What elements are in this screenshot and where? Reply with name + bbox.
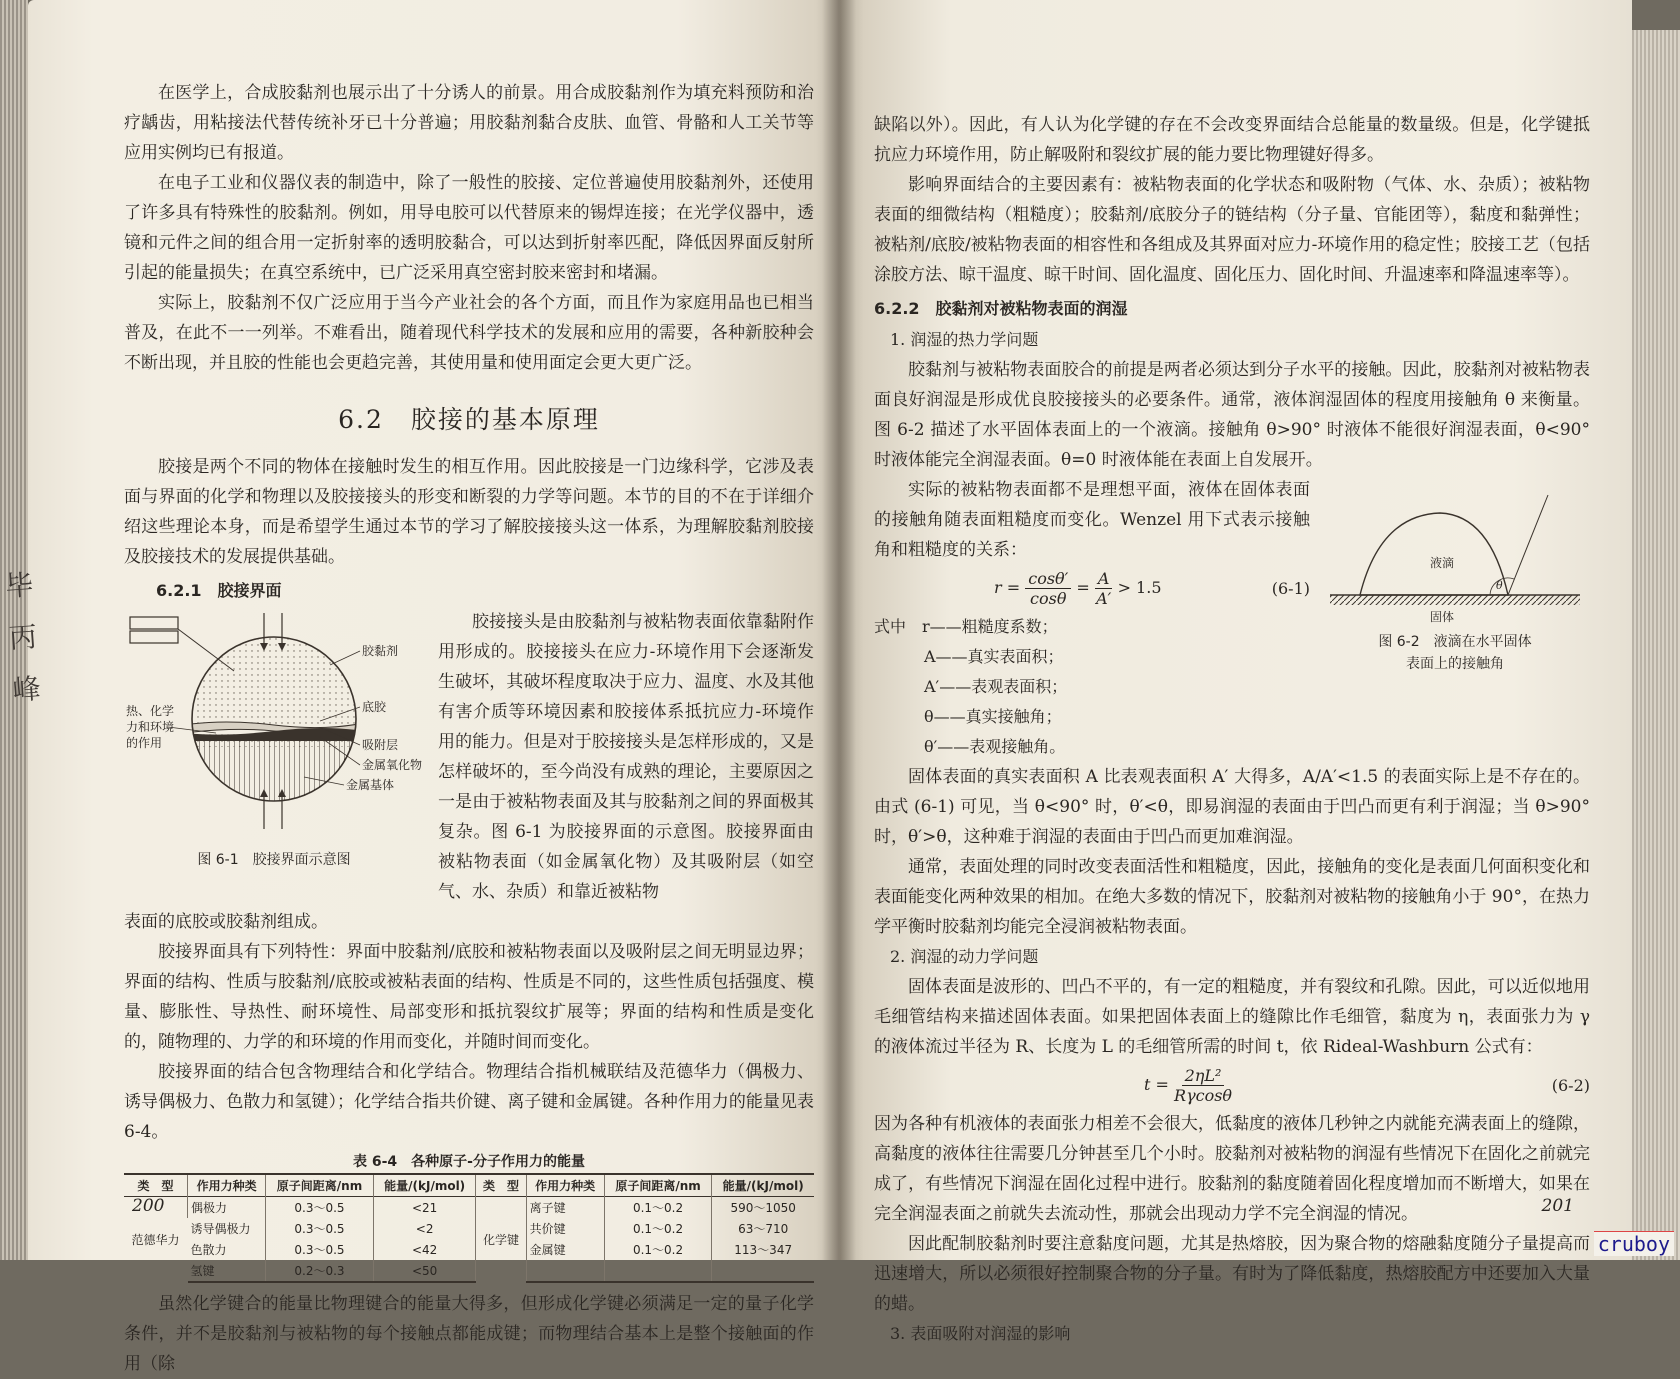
label-liquid: 液滴: [1430, 556, 1455, 570]
label-metal-substrate: 金属基体: [346, 778, 395, 792]
right-page-content: [874, 110, 1590, 1349]
denominator: A′: [1096, 589, 1112, 608]
formula-6-1: [874, 569, 1310, 608]
numerator: cosθ′: [1025, 569, 1071, 589]
table-cell: 色散力: [190, 1243, 227, 1257]
definition: θ′——表观接触角。: [924, 737, 1066, 756]
table-header: 原子间距离/nm: [266, 1174, 374, 1197]
equals-sign: =: [1076, 578, 1090, 597]
left-page: [28, 0, 840, 1374]
table-row: [124, 1218, 814, 1239]
table-cell: [526, 1260, 604, 1282]
denominator: Rγcosθ: [1174, 1086, 1233, 1105]
paragraph: 虽然化学键合的能量比物理键合的能量大得多，但形成化学键必须满足一定的量子化学条件，并不是胶黏剂与被粘物的每个接触点都能成键；而物理结合基本上是整个接触面的作用（除: [124, 1294, 814, 1374]
table-cell: 共价键: [526, 1218, 604, 1239]
table-cell: 金属键: [526, 1239, 604, 1260]
paragraph: 因为各种有机液体的表面张力相差不会很大，低黏度的液体几秒钟之内就能充满表面上的缝隙，高黏度的液体往往需要几分钟甚至几个小时。胶黏剂对被粘物的润湿有些情况下在固化之前就完成了，有些情况下润湿在固化过程中进行。胶黏剂的黏度随着固化程度增加而不断增大，如果在完全润湿表面之前就失去流动性，那就会出现动力学不完全润湿的情况。: [874, 1114, 1590, 1224]
paragraph: 胶接是两个不同的物体在接触时发生的相互作用。因此胶接是一门边缘科学，它涉及表面与界面的化学和物理以及胶接接头的形变和断裂的力学等问题。本节的目的不在于详细介绍这些理论本身，而是希望学生通过本节的学习了解胶接接头这一体系，为理解胶黏剂胶接及胶接技术的发展提供基础。: [124, 457, 814, 567]
table-cell: <21: [373, 1197, 476, 1219]
figure-6-2: [1320, 475, 1590, 762]
right-page: [840, 0, 1632, 1343]
table-row: [124, 1260, 814, 1282]
definition: θ——真实接触角；: [924, 707, 1062, 726]
fraction: [1174, 1066, 1232, 1105]
label-theta: θ: [1496, 579, 1503, 592]
formula-number: (6-2): [1551, 1076, 1590, 1095]
handwritten-char: 峰: [11, 671, 42, 707]
table-cell: 63～710: [712, 1218, 814, 1239]
table-header: 原子间距离/nm: [604, 1174, 712, 1197]
denominator: cosθ: [1030, 589, 1067, 608]
symbol-definitions: [874, 612, 1310, 762]
table-cell-group: 范德华力: [131, 1233, 180, 1247]
right-page-edges: [1632, 30, 1680, 1260]
table-header: 类 型: [476, 1174, 526, 1197]
interface-diagram: [124, 607, 424, 847]
formula-6-2: [874, 1066, 1590, 1105]
table-cell: 590～1050: [712, 1197, 814, 1219]
paragraph: 缺陷以外）。因此，有人认为化学键的存在不会改变界面结合总能量的数量级。但是，化学键抵抗应力环境作用，防止解吸附和裂纹扩展的能力要比物理键好得多。: [874, 115, 1590, 165]
table-cell: 113～347: [712, 1239, 814, 1260]
subsection-title: 6.2.2 胶黏剂对被粘物表面的润湿: [874, 299, 1128, 318]
paragraph: 在医学上，合成胶黏剂也展示出了十分诱人的前景。用合成胶黏剂作为填充料预防和治疗龋齿，用粘接法代替传统补牙已十分普遍；用胶黏剂黏合皮肤、血管、骨骼和人工关节等应用实例均已有报道。: [124, 83, 814, 163]
numerator: A: [1095, 569, 1113, 589]
label-metal-oxide: 金属氧化物: [362, 758, 423, 772]
table-row: [124, 1239, 814, 1260]
formula-tail: > 1.5: [1117, 578, 1162, 597]
figure-caption: 表面上的接触角: [1406, 656, 1504, 672]
table-cell: 0.1～0.2: [604, 1218, 712, 1239]
paragraph: 胶黏剂与被粘物表面胶合的前提是两者必须达到分子水平的接触。因此，胶黏剂对被粘物表面良好润湿是形成优良胶接接头的必要条件。通常，液体润湿固体的程度用接触角 θ 来衡量。图 6-2 描述了水平固体表面上的一个液滴。接触角 θ>90° 时液体不能很好润湿表面，θ<90° 时液体能完全润湿表面。θ=0 时液体能在表面上自发展开。: [874, 360, 1590, 470]
figure-side-text: [438, 607, 814, 907]
table-cell: 偶极力: [188, 1197, 266, 1219]
paragraph: 胶接接头是由胶黏剂与被粘物表面依靠黏附作用形成的。胶接接头在应力-环境作用下会逐渐发生破坏，其破坏程度取决于应力、温度、水及其他有害介质等环境因素和胶接体系抵抗应力-环境作用的能力。但是对于胶接接头是怎样形成的，又是怎样破坏的，至今尚没有成熟的理论，主要原因之一是由于被粘物表面及其与胶黏剂之间的界面极其复杂。图 6-1 为胶接界面的示意图。胶接界面由被粘物表面（如金属氧化物）及其吸附层（如空气、水、杂质）和靠近被粘物: [438, 612, 814, 902]
table-cell: 诱导偶极力: [190, 1222, 251, 1236]
label-env-line3: 的作用: [126, 736, 163, 750]
table-cell: 0.1～0.2: [604, 1197, 712, 1219]
item-title: 3. 表面吸附对润湿的影响: [890, 1324, 1071, 1343]
table-cell: 0.2～0.3: [266, 1260, 374, 1282]
table-cell: 0.3～0.5: [266, 1197, 374, 1219]
table-cell: [712, 1260, 814, 1282]
table-header-row: [124, 1174, 814, 1197]
page-number: 201: [1541, 1196, 1574, 1216]
item-title: 1. 润湿的热力学问题: [890, 330, 1039, 349]
energy-table: [124, 1173, 814, 1283]
paragraph: 表面的底胶或胶黏剂组成。: [124, 912, 328, 932]
label-env-line2: 力和环境: [126, 720, 175, 734]
table-cell: 氢键: [188, 1260, 266, 1282]
watermark: cruboy: [1594, 1231, 1674, 1256]
paragraph: 通常，表面处理的同时改变表面活性和粗糙度，因此，接触角的变化是表面几何面积变化和表面能变化两种效果的相加。在绝大多数的情况下，胶黏剂对被粘物的接触角小于 90°，在热力学平衡时胶黏剂均能完全浸润被粘物表面。: [874, 857, 1590, 937]
table-cell: 0.3～0.5: [266, 1218, 374, 1239]
table-cell: 0.3～0.5: [266, 1239, 374, 1260]
table-cell: 0.1～0.2: [604, 1239, 712, 1260]
paragraph: 固体表面的真实表面积 A 比表观表面积 A′ 大得多，A/A′<1.5 的表面实际上是不存在的。由式 (6-1) 可见，当 θ<90° 时，θ′<θ，即易润湿的表面由于凹凸而更有利于润湿；当 θ>90° 时，θ′>θ，这种难于润湿的表面由于凹凸而更加难润湿。: [874, 767, 1590, 847]
table-header: 作用力种类: [188, 1174, 266, 1197]
handwritten-char: 丙: [7, 620, 39, 655]
figure-row: [124, 607, 814, 907]
item-title: 2. 润湿的动力学问题: [890, 947, 1039, 966]
paragraph: 固体表面是波形的、凹凸不平的，有一定的粗糙度，并有裂纹和孔隙。因此，可以近似地用毛细管结构来描述固体表面。如果把固体表面上的缝隙比作毛细管，黏度为 η，表面张力为 γ 的液体流过半径为 R、长度为 L 的毛细管所需的时间 t，依 Rideal-Washburn 公式有：: [874, 977, 1590, 1057]
fraction: [1025, 569, 1071, 608]
label-primer: 底胶: [362, 700, 387, 714]
definition: A′——表观表面积；: [924, 677, 1068, 696]
table-cell-group: 化学键: [476, 1197, 526, 1283]
paragraph: 胶接界面具有下列特性：界面中胶黏剂/底胶和被粘物表面以及吸附层之间无明显边界；界面的结构、性质与胶黏剂/底胶或被粘表面的结构、性质是不同的，这些性质包括强度、模量、膨胀性、导热性、耐环境性、局部变形和抵抗裂纹扩展等；界面的结构和性质是变化的，随物理的、力学的和环境的作用而变化，并随时间而变化。: [124, 942, 814, 1052]
definition: A——真实表面积；: [924, 647, 1064, 666]
figure-caption: 图 6-1 胶接界面示意图: [197, 852, 351, 868]
book-gutter: [822, 0, 856, 1260]
table-cell: <50: [373, 1260, 476, 1282]
table-title: 表 6-4 各种原子-分子作用力的能量: [353, 1154, 585, 1170]
table-cell: <42: [373, 1239, 476, 1260]
label-solid: 固体: [1430, 610, 1455, 624]
figure-caption: 图 6-2 液滴在水平固体: [1378, 634, 1532, 650]
formula-lhs: r =: [994, 578, 1021, 597]
table-row: [124, 1197, 814, 1219]
paragraph: 实际的被粘物表面都不是理想平面，液体在固体表面的接触角随表面粗糙度而变化。Wenzel 用下式表示接触角和粗糙度的关系：: [874, 480, 1311, 560]
table-cell: <2: [373, 1218, 476, 1239]
table-cell: [604, 1260, 712, 1282]
numerator: 2ηL²: [1182, 1066, 1225, 1086]
label-adhesive: 胶黏剂: [362, 644, 399, 658]
handwritten-char: 毕: [4, 568, 35, 604]
table-header: 能量/(kJ/mol): [712, 1174, 814, 1197]
fraction: [1095, 569, 1113, 608]
paragraph: 在电子工业和仪器仪表的制造中，除了一般性的胶接、定位普遍使用胶黏剂外，还使用了许多具有特殊性的胶黏剂。例如，用导电胶可以代替原来的锡焊连接；在光学仪器中，透镜和元件之间的组合用一定折射率的透明胶黏合，可以达到折射率匹配，降低因界面反射所引起的能量损失；在真空系统中，已广泛采用真空密封胶来密封和堵漏。: [124, 173, 814, 283]
definition: 式中 r——粗糙度系数；: [874, 617, 1058, 636]
wenzel-text-block: [874, 475, 1310, 762]
label-adsorbed-layer: 吸附层: [362, 738, 399, 752]
subsection-title: 6.2.1 胶接界面: [156, 581, 282, 600]
droplet-diagram: [1320, 475, 1590, 625]
paragraph: 影响界面结合的主要因素有：被粘物表面的化学状态和吸附物（气体、水、杂质）；被粘物表面的细微结构（粗糙度）；胶黏剂/底胶分子的链结构（分子量、官能团等），黏度和黏弹性；被粘剂/底胶/被粘物表面的相容性和各组成及其界面对应力-环境作用的稳定性；胶接工艺（包括涂胶方法、晾干温度、晾干时间、固化温度、固化压力、固化时间、升温速率和降温速率等）。: [874, 175, 1590, 285]
table-header: 作用力种类: [526, 1174, 604, 1197]
table-header: 能量/(kJ/mol): [373, 1174, 476, 1197]
wenzel-block: [874, 475, 1590, 762]
paragraph: 因此配制胶黏剂时要注意黏度问题，尤其是热熔胶，因为聚合物的熔融黏度随分子量提高而迅速增大，所以必须很好控制聚合物的分子量。有时为了降低黏度，热熔胶配方中还要加入大量的蜡。: [874, 1234, 1590, 1314]
page-number: 200: [132, 1196, 165, 1216]
formula-lhs: t =: [1144, 1075, 1169, 1094]
paragraph: 实际上，胶黏剂不仅广泛应用于当今产业社会的各个方面，而且作为家庭用品也已相当普及，在此不一一列举。不难看出，随着现代科学技术的发展和应用的需要，各种新胶种会不断出现，并且胶的性能也会更趋完善，其使用量和使用面定会更大更广泛。: [124, 293, 814, 373]
paragraph: 胶接界面的结合包含物理结合和化学结合。物理结合指机械联结及范德华力（偶极力、诱导偶极力、色散力和氢键）；化学结合指共价键、离子键和金属键。各种作用力的能量见表 6-4。: [124, 1062, 814, 1142]
label-env-line1: 热、化学: [126, 704, 175, 718]
left-page-content: [124, 78, 814, 1379]
table-header: 类 型: [137, 1179, 174, 1193]
section-title: 6.2 胶接的基本原理: [338, 405, 600, 434]
figure-6-1: [124, 607, 424, 907]
table-cell: 离子键: [526, 1197, 604, 1219]
formula-number: (6-1): [1271, 579, 1310, 598]
